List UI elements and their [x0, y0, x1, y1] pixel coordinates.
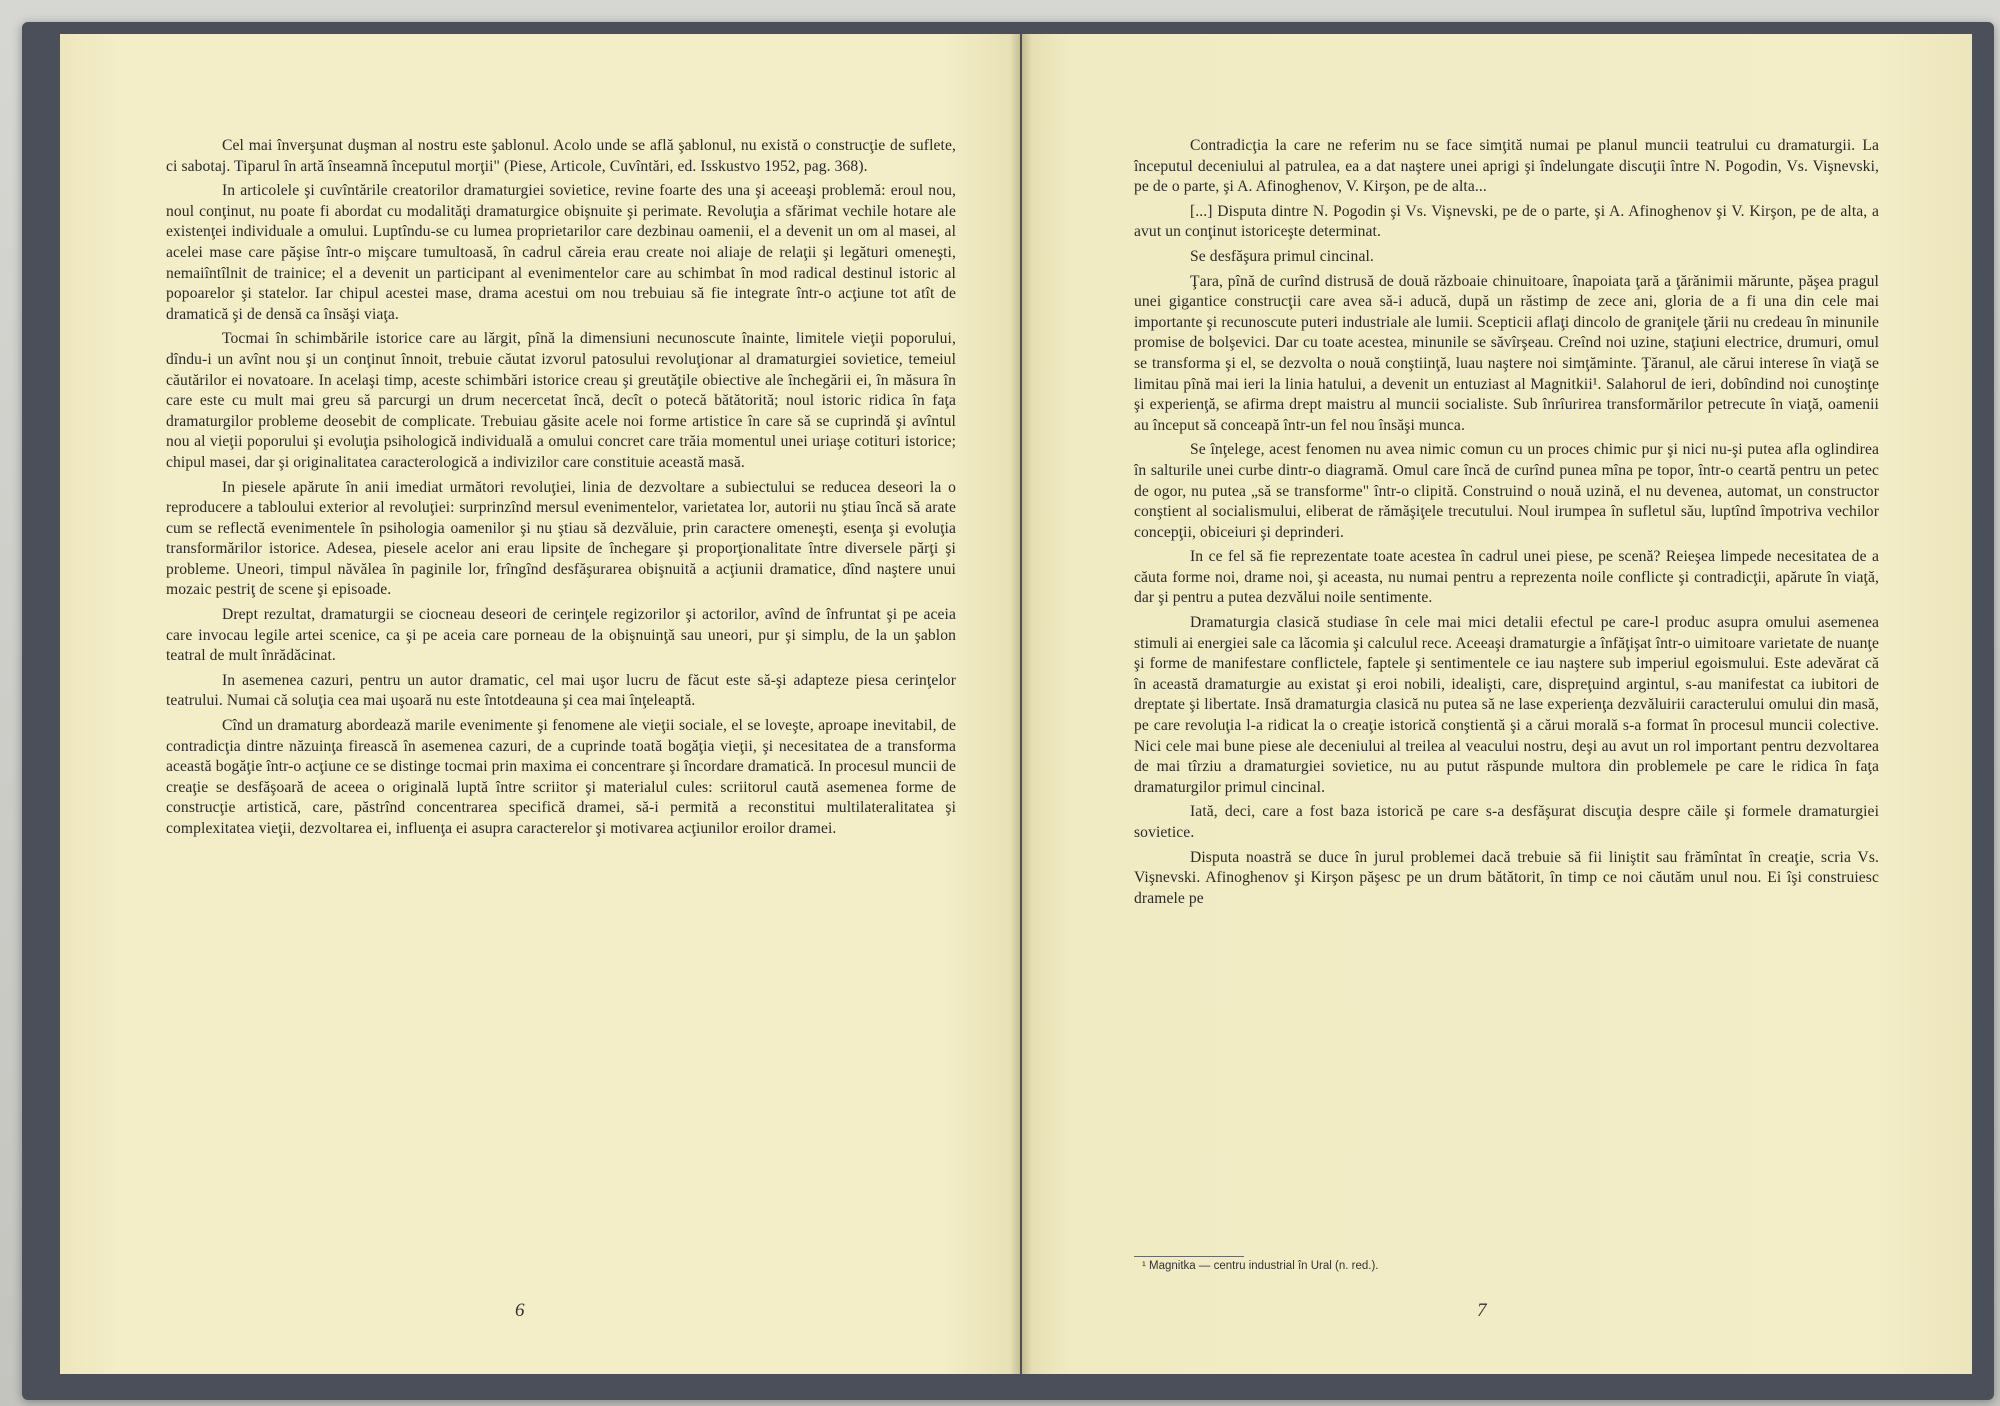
paragraph: In asemenea cazuri, pentru un autor dramatic, cel mai uşor lucru de făcut este să-şi adapteze piesa cerinţelor teatrului. Numai că soluţia cea mai uşoară nu este întotdeauna şi cea mai înţeleaptă. — [166, 671, 956, 710]
paragraph: Tocmai în schimbările istorice care au lărgit, pînă la dimensiuni necunoscute înainte, limitele vieţii poporului, dîndu-i un avînt nou şi un conţinut înnoit, trebuie căutat izvorul patosului revoluţionar al dramaturgiei sovietice, temeiul căutărilor ei novatoare. In acelaşi timp, aceste schimbări istorice creau şi greutăţile obiective ale închegării ei, în măsura în care este cu mult mai greu să parcurgi un drum necercetat încă, decît o potecă bătătorită; noul istoric ridica în faţa dramaturgilor probleme deosebit de complicate. Trebuiau găsite acele noi forme artistice în care să se cuprindă şi avîntul nou al vieţii poporului şi evoluţia psihologică individuală a omului concret care trăia momentul unei uriaşe cotituri istorice; chipul masei, dar şi originalitatea caracterologică a indivizilor care constituie această masă. — [166, 330, 956, 471]
paragraph: [...] Disputa dintre N. Pogodin şi Vs. Vişnevski, pe de o parte, şi A. Afinoghenov şi V. Kirşon, pe de alta, a avut un conţinut istoriceşte determinat. — [1134, 202, 1879, 241]
page-number: 7 — [1477, 1300, 1487, 1321]
paragraph: Drept rezultat, dramaturgii se ciocneau deseori de cerinţele regizorilor şi actorilor, avînd de înfruntat şi pe aceia care invocau legile artei scenice, ca şi pe aceia care porneau de la obişnuinţă sau uneori, pur şi simplu, de la un şablon teatral de mult înrădăcinat. — [166, 606, 956, 665]
page-number: 6 — [515, 1300, 525, 1321]
paragraph: Disputa noastră se duce în jurul problemei dacă trebuie să fii liniştit sau frămîntat în creaţie, scria Vs. Vişnevski. Afinoghenov şi Kirşon păşesc pe un drum bătătorit, în timp ce noi căutăm unul nou. Ei îşi construiesc dramele pe — [1134, 848, 1879, 907]
right-page — [1022, 34, 1972, 1374]
paragraph: Cel mai înverşunat duşman al nostru este şablonul. Acolo unde se află şablonul, nu există o construcţie de suflete, ci sabotaj. Tiparul în artă înseamnă începutul morţii" (Piese, Articole, Cuvîntări, ed. Isskustvo 1952, pag. 368). — [166, 137, 956, 175]
book-gutter — [1010, 34, 1032, 1374]
paragraph: Iată, deci, care a fost baza istorică pe care s-a desfăşurat discuţia despre căile şi formele dramaturgiei sovietice. — [1134, 803, 1879, 841]
paragraph: In piesele apărute în anii imediat următori revoluţiei, linia de dezvoltare a subiectului se reducea deseori la o reproducere a tabloului exterior al revoluţiei: surprinzînd mersul evenimentelor, varietatea lor, autorii nu ştiau încă să arate cum se reflectă evenimentele în psihologia oamenilor şi nu ştiau să dezvăluie, prin caractere omeneşti, esenţa şi evoluţia transformărilor istorice. Adesea, piesele acelor ani erau lipsite de închegare şi proporţionalitate între diversele părţi şi probleme. Uneori, timpul năvălea în paginile lor, frîngînd desfăşurarea obişnuită a acţiunii dramatice, dînd naştere unui mozaic pestriţ de scene şi episoade. — [166, 478, 956, 599]
footnote: ¹ Magnitka — centru industrial în Ural (n. red.). — [1142, 1260, 1379, 1272]
paragraph: Ţara, pînă de curînd distrusă de două războaie chinuitoare, înapoiata ţară a ţărănimii mărunte, păşea pragul unei gigantice construcţii care avea să-i aducă, după un răstimp de zece ani, gloria de a fi una din cele mai importante şi recunoscute puteri industriale ale lumii. Scepticii aflaţi dincolo de graniţele ţării nu credeau în minunile promise de bolşevici. Dar cu toate acestea, minunile se săvîrşeau. Creînd noi uzine, staţiuni electrice, drumuri, omul se transforma şi el, se dezvolta o nouă conştiinţă, luau naştere noi simţăminte. Ţăranul, ale cărui interese în viaţă se limitau pînă mai ieri la linia hatului, a devenit un entuziast al Magnitkii¹. Salahorul de ieri, dobîndind noi cunoştinţe şi experienţă, se afirma drept maistru al muncii socialiste. Sub înrîurirea transformărilor petrecute în viaţă, oamenii au început să conceapă într-un fel nou însăşi munca. — [1134, 272, 1879, 434]
paragraph: Cînd un dramaturg abordează marile evenimente şi fenomene ale vieţii sociale, el se loveşte, aproape inevitabil, de contradicţia dintre năzuinţa firească în asemenea cazuri, de a cuprinde toată bogăţia vieţii, şi necesitatea de a transforma această bogăţie într-o acţiune ce se distinge tocmai prin maxima ei concentrare şi încordare dramatică. In procesul muncii de creaţie se desfăşoară de aceea o originală luptă între scriitor şi materialul cules: scriitorul caută asemenea forme de construcţie artistică, care, păstrînd concentrarea specifică dramei, să-i permită a reconstitui multilateralitatea şi complexitatea vieţii, dezvoltarea ei, influenţa ei asupra caracterelor şi motivarea acţiunilor eroilor dramei. — [166, 717, 956, 837]
left-page-text — [166, 136, 956, 844]
paragraph: Contradicţia la care ne referim nu se face simţită numai pe planul muncii teatrului cu dramaturgii. La începutul deceniului al patrulea, ea a dat naştere unei aprigi şi îndelungate discuţii între N. Pogodin, Vs. Vişnevski, pe de o parte, şi A. Afinoghenov, V. Kirşon, pe de alta... — [1134, 137, 1879, 196]
paragraph: Se înţelege, acest fenomen nu avea nimic comun cu un proces chimic pur şi nici nu-şi putea afla oglindirea în salturile unei curbe dintr-o diagramă. Omul care încă de curînd punea mîna pe topor, într-o ceartă pentru un petec de ogor, nu putea „să se transforme" într-o clipită. Construind o nouă uzină, el nu devenea, automat, un constructor conştient al socialismului, eliberat de rămăşiţele trecutului. Noul irumpea în sufletul său, luptînd împotriva vechilor concepţii, obiceiuri şi deprinderi. — [1134, 441, 1879, 541]
footnote-divider — [1134, 1256, 1244, 1257]
left-page — [60, 34, 1020, 1374]
paragraph: In articolele şi cuvîntările creatorilor dramaturgiei sovietice, revine foarte des una şi aceeaşi problemă: eroul nou, noul conţinut, nu poate fi abordat cu modalităţi dramaturgice obişnuite şi perimate. Revoluţia a sfărimat vechile hotare ale existenţei individuale a omului. Luptîndu-se cu lumea proprietarilor care dezbinau oamenii, el a devenit un om al masei, al acelei mase care păşise într-o mişcare tumultoasă, în cadrul căreia erau create noi aliaje de relaţii şi legături omeneşti, nemaiîntîlnit de trainice; el a devenit un participant al evenimentelor care au schimbat în mod radical destinul istoric al popoarelor şi statelor. Iar chipul acestei mase, drama acestui om nou trebuiau să fie integrate într-o acţiune tot atît de dramatică şi de densă ca însăşi viaţa. — [166, 182, 956, 323]
paragraph: Dramaturgia clasică studiase în cele mai mici detalii efectul pe care-l produc asupra omului asemenea stimuli ai energiei sale ca lăcomia şi calculul rece. Aceeaşi dramaturgie a înfăţişat într-o uimitoare varietate de nuanţe şi forme de manifestare conflictele, faptele şi sentimentele ce iau naştere sub imperiul egoismului. Este adevărat că în această dramaturgie au existat şi eroi nobili, idealişti, care, dispreţuind argintul, s-au manifestat ca iubitori de dreptate şi libertate. Insă dramaturgia clasică nu putea să ne lase experienţa dezvăluirii caracterului omului din masă, pe care revoluţia l-a ridicat la o creaţie istorică conştientă şi a cărui morală s-a format în procesul muncii colective. Nici cele mai bune piese ale deceniului al treilea al veacului nostru, deşi au avut un rol important pentru dezvoltarea de mai tîrziu a dramaturgiei sovietice, nu au putut răspunde multora din problemele pe care le ridica în faţa dramaturgilor primul cincinal. — [1134, 614, 1879, 796]
right-page-text — [1134, 136, 1879, 913]
paragraph: Se desfăşura primul cincinal. — [1190, 247, 1374, 265]
paragraph: In ce fel să fie reprezentate toate acestea în cadrul unei piese, pe scenă? Reieşea limpede necesitatea de a căuta forme noi, drame noi, şi aceasta, nu numai pentru a reprezenta noile conflicte şi contradicţii, apărute în viaţă, dar şi pentru a putea dezvălui noile sentimente. — [1134, 548, 1879, 607]
